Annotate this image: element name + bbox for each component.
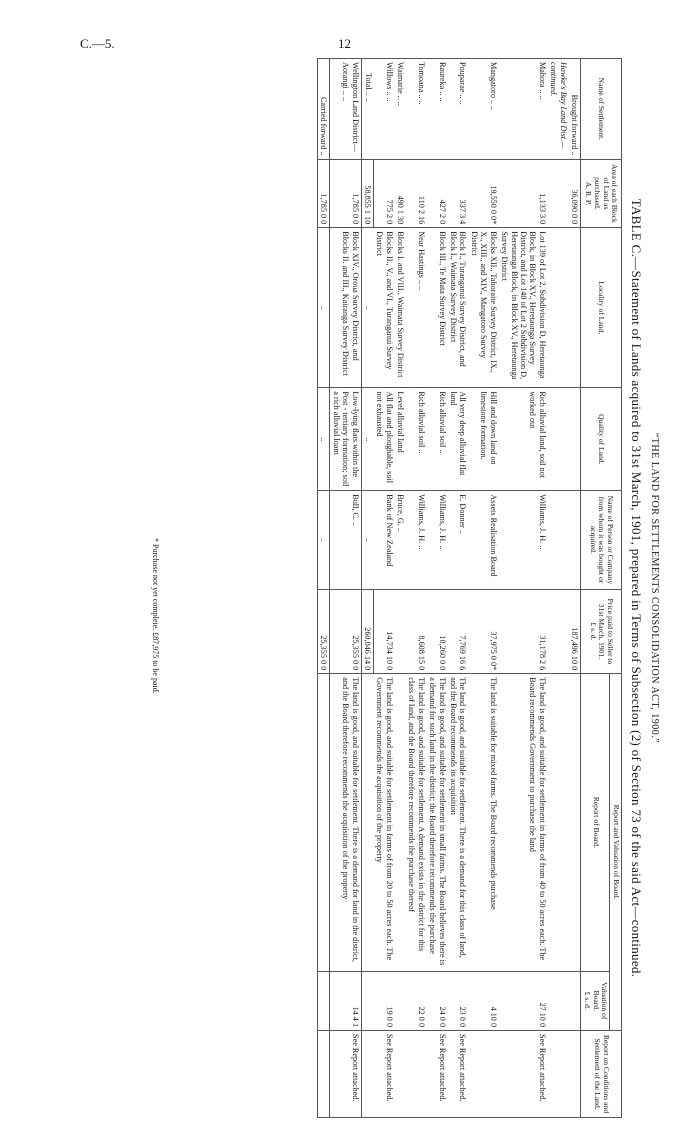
cell-quality: .. <box>361 388 373 491</box>
cell-locality: Lot 139 of Lot 2, Subdivision D, Heretaunga Block, in Block XV., Heretaunga Survey District, and Lot 140 of Lot 2 Subdivision D, Heretaunga Block, in Block XV., Heretaunga Survey District <box>499 228 548 388</box>
cell-valuation <box>395 971 406 1030</box>
page-number: 12 <box>338 36 351 51</box>
cell-price: 10,260 0 0 <box>427 589 448 674</box>
cell-quality: Rich alluvial soil .. <box>406 388 427 491</box>
cell-report: The land is good, and suitable for settlement in small farms. The Board believes there is a demand for such land in the district; the Board therefore recommends the purchase <box>427 674 448 971</box>
cell-settlement: Mangatoro .. .. <box>468 59 498 160</box>
cell-conditions <box>406 1031 427 1118</box>
cell-price: 25,355 0 0 <box>330 589 361 674</box>
footnote: * Purchase not yet complete. £87,975 to be paid. <box>151 538 160 694</box>
cell-report: The land is good, and suitable for settlement. There is a demand for land in the district, and the Board therefore recommends the acquisition of the property <box>330 674 361 971</box>
cell-report: The land is suitable for mixed farms. The Board recommends purchase <box>468 674 498 971</box>
cell-quality <box>548 388 569 491</box>
cell-quality: Rich alluvial soil .. <box>427 388 448 491</box>
cell-price: 31,178 2 6 <box>499 589 548 674</box>
cell-area <box>548 159 569 228</box>
cell-conditions: See Report attached. <box>448 1031 469 1118</box>
cell-price <box>395 589 406 674</box>
cell-conditions <box>361 1031 373 1118</box>
cell-report <box>569 674 581 971</box>
cell-quality: All flat and ploughable, soil not exhausted <box>374 388 395 491</box>
cell-person: Williams, J. H. .. <box>406 491 427 589</box>
cell-area: 58,855 1 10 <box>361 159 373 228</box>
cell-settlement: Raureka .. .. <box>427 59 448 160</box>
header-conditions: Report on Conditions and Settlement of the Land. <box>581 1031 622 1118</box>
header-valuation-label: Valuation of Board. <box>591 982 610 1020</box>
header-board-group: Report and Valuation of Board. <box>610 674 622 1031</box>
cell-valuation <box>548 971 569 1030</box>
cell-price: 37,975 0 0* <box>468 589 498 674</box>
table-row <box>406 59 427 1118</box>
cell-locality <box>569 228 581 388</box>
cell-conditions <box>395 1031 406 1118</box>
cell-settlement: Tomoana .. .. <box>406 59 427 160</box>
table-row <box>448 59 469 1118</box>
cell-locality: Block I., Turanganui Survey District, and Block I., Waimata Survey District <box>448 228 469 388</box>
cell-price: 25,355 0 0 <box>318 589 330 674</box>
table-row <box>548 59 569 1118</box>
cell-conditions <box>468 1031 498 1118</box>
table-row <box>427 59 448 1118</box>
table-title: TABLE C.—Statement of Lands acquired to 31st March, 1901, prepared in Terms of Subsection (2) of Section 73 of the said Act—continued. <box>629 198 644 978</box>
cell-person: Bruce, G. .. <box>395 491 406 589</box>
cell-valuation: 19 0 0 <box>374 971 395 1030</box>
cell-person: .. <box>318 491 330 589</box>
cell-person: Bull, C. .. <box>330 491 361 589</box>
cell-area: 427 2 0 <box>427 159 448 228</box>
cell-conditions: See Report attached. <box>427 1031 448 1118</box>
cell-valuation: 22 0 0 <box>406 971 427 1030</box>
cell-settlement: Total .. .. <box>361 59 373 160</box>
cell-locality: Block III., Te Mata Survey District <box>427 228 448 388</box>
header-locality: Locality of Land. <box>581 228 622 388</box>
cell-report <box>395 674 406 971</box>
cell-valuation: 24 0 0 <box>427 971 448 1030</box>
rotated-table-area <box>130 58 660 1118</box>
table-row <box>499 59 548 1118</box>
cell-quality: .. <box>318 388 330 491</box>
cell-price: 7,769 16 6 <box>448 589 469 674</box>
cell-area: 1,785 0 0 <box>330 159 361 228</box>
cell-report <box>361 674 373 971</box>
cell-quality: Low-lying flats within the Post - tertiary formation; soil a rich alluvial loam <box>330 388 361 491</box>
cell-person <box>569 491 581 589</box>
cell-locality: Blocks XII., Tahoraite Survey District, IX., X., XIII., and XIV., Mangatoro Survey District <box>468 228 498 388</box>
header-area-units: A. R. P. <box>584 181 594 206</box>
cell-settlement: Hawke's Bay Land Dist.—continued. <box>548 59 569 160</box>
cell-locality: Blocks I. and VIII., Waimata Survey District <box>395 228 406 388</box>
table-row <box>330 59 361 1118</box>
page-reference: C.—5. <box>80 36 115 51</box>
cell-report <box>548 674 569 971</box>
cell-person: Assets Realisation Board <box>468 491 498 589</box>
cell-settlement: Brought forward .. <box>569 59 581 160</box>
cell-settlement: Wellington Land District—Aorangi .. .. <box>330 59 361 160</box>
header-area <box>581 159 622 228</box>
cell-person: Bank of New Zealand <box>374 491 395 589</box>
lands-acquired-table <box>317 58 622 1118</box>
cell-conditions: See Report attached. <box>374 1031 395 1118</box>
cell-settlement: Waimarie .. .. <box>395 59 406 160</box>
cell-report: The land is good, and suitable for settlement in farms of from 20 to 50 acres each. The Government recommends the acquisition of the property <box>374 674 395 971</box>
cell-area: 490 1 30 <box>395 159 406 228</box>
cell-area: 110 2 16 <box>406 159 427 228</box>
header-price-label: Price paid to Seller to 31st March, 1901. <box>597 598 616 665</box>
cell-quality: Hill and down land on limestone formation. <box>468 388 498 491</box>
cell-price: 8,608 15 0 <box>406 589 427 674</box>
cell-conditions: See Report attached. <box>330 1031 361 1118</box>
header-valuation-units: £ s. d. <box>582 991 592 1010</box>
cell-valuation: 23 0 0 <box>448 971 469 1030</box>
cell-person: Williams, J. H. .. <box>499 491 548 589</box>
header-price-units: £ s. d. <box>588 622 598 641</box>
cell-locality: Blocks II., V., and VI., Turanganui Survey District <box>374 228 395 388</box>
table-row <box>395 59 406 1118</box>
cell-locality <box>548 228 569 388</box>
cell-area: 1,785 0 0 <box>318 159 330 228</box>
cell-person: E. Donner .. <box>448 491 469 589</box>
cell-locality: Near Hastings .. .. <box>406 228 427 388</box>
cell-conditions <box>569 1031 581 1118</box>
cell-report <box>318 674 330 971</box>
cell-area: 1,133 3 0 <box>499 159 548 228</box>
cell-report: The land is good, and suitable for settlement in farms of from 40 to 50 acres each. The Board recommends Government to purchase the land <box>499 674 548 971</box>
cell-person: Williams, J. H. .. <box>427 491 448 589</box>
cell-valuation: 14 4 1 <box>330 971 361 1030</box>
cell-quality: Rich alluvial land, soil not worked out <box>499 388 548 491</box>
cell-settlement: Willows .. .. <box>374 59 395 160</box>
cell-valuation: 4 10 0 <box>468 971 498 1030</box>
table-row-total <box>361 59 373 1118</box>
cell-area: 775 2 0 <box>374 159 395 228</box>
cell-settlement: Pouparae .. .. <box>448 59 469 160</box>
cell-person: .. <box>361 491 373 589</box>
cell-price: 187,496 10 0 <box>569 589 581 674</box>
cell-valuation <box>361 971 373 1030</box>
cell-settlement: Carried forward .. <box>318 59 330 160</box>
cell-person <box>548 491 569 589</box>
header-person: Name of Person or Company from whom it was bought or acquired. <box>581 491 622 589</box>
cell-area: 337 3 4 <box>448 159 469 228</box>
header-price <box>581 589 622 674</box>
cell-valuation: 27 10 0 <box>499 971 548 1030</box>
header-settlement: Name of Settlement. <box>581 59 622 160</box>
cell-report: The land is good, and suitable for settlement. There is a demand for this class of land, and the Board recommends its acquisition <box>448 674 469 971</box>
cell-price: 260,046 14 0 <box>361 589 373 674</box>
cell-quality <box>569 388 581 491</box>
cell-valuation <box>569 971 581 1030</box>
act-title: “THE LAND FOR SETTLEMENTS CONSOLIDATION ACT, 1900.” <box>649 432 660 744</box>
cell-conditions <box>548 1031 569 1118</box>
cell-locality: .. <box>361 228 373 388</box>
cell-settlement: Mahora .. .. <box>499 59 548 160</box>
cell-locality: Block XIV., Oroua Survey District, and Blocks II. and III., Kairanga Survey District <box>330 228 361 388</box>
header-quality: Quality of Land. <box>581 388 622 491</box>
cell-locality: .. <box>318 228 330 388</box>
cell-quality: All very deep alluvial flat land <box>448 388 469 491</box>
cell-price <box>548 589 569 674</box>
cell-conditions: See Report attached. <box>499 1031 548 1118</box>
header-area-label: Area of each Block of Land as purchased. <box>593 164 620 223</box>
header-valuation <box>581 971 610 1030</box>
cell-area: 36,090 0 0 <box>569 159 581 228</box>
cell-area: 19,550 0 0* <box>468 159 498 228</box>
cell-valuation <box>318 971 330 1030</box>
cell-price: 14,734 10 0 <box>374 589 395 674</box>
header-report: Report of Board. <box>581 674 610 971</box>
cell-conditions <box>318 1031 330 1118</box>
cell-report: The land is good, and suitable for settlement. A demand exists in the district for this class of land, and the Board therefore recommends the purchase thereof <box>406 674 427 971</box>
table-row <box>468 59 498 1118</box>
table-row-carried-forward <box>318 59 330 1118</box>
table-row <box>374 59 395 1118</box>
table-row <box>569 59 581 1118</box>
cell-quality: Level alluvial land <box>395 388 406 491</box>
